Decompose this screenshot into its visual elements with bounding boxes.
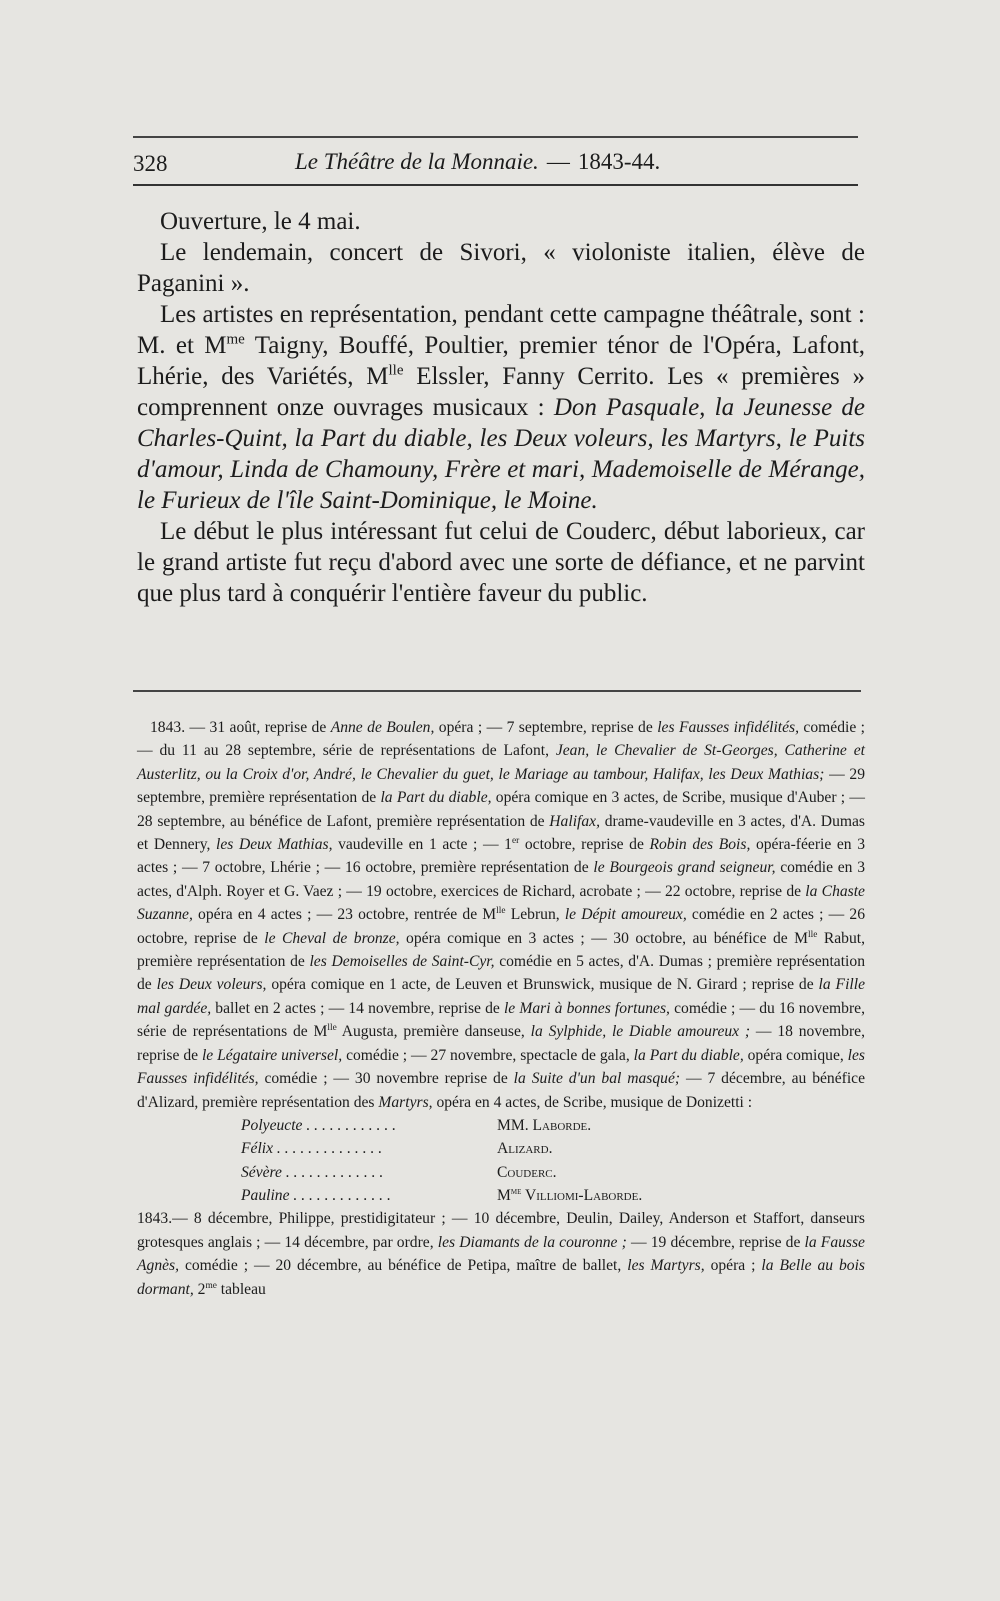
title-italic: la Part du diable, [380,789,492,807]
note-text: comédie en 2 actes ; — 26 octobre, reprise de [137,906,866,947]
header-rule [133,184,858,186]
paragraph-artists [137,299,865,516]
note-text: comédie ; — 30 novembre reprise de [258,1070,514,1088]
note-text: octobre, reprise de [519,836,650,854]
title-italic: Robin des Bois, [649,836,751,854]
title-italic: la Belle au bois dormant, [137,1257,865,1298]
note-text: comédie ; — 20 décembre, au bénéfice de Petipa, maître de ballet, [179,1257,628,1275]
title-italic: le Cheval de bronze, [264,929,400,947]
cast-row [137,1161,865,1184]
title-italic: la Fille mal gardée, [137,976,865,1017]
superscript: lle [496,906,506,917]
paragraph-concert: Le lendemain, concert de Sivori, « violoniste italien, élève de Paganini ». [137,239,865,297]
title-italic: le Bourgeois grand seigneur, [593,859,776,877]
title-italic: Anne de Boulen, [330,719,435,736]
note-text: opéra comique, [743,1046,848,1064]
cast-row [137,1137,865,1160]
artists-text-b: Taigny, Bouffé, Poultier, premier ténor de l'Opéra, Lafont, Lhérie, des Variétés, M [137,332,866,390]
header-years: 1843-44. [577,149,661,174]
note-text: ballet en 2 actes ; — 14 novembre, reprise de [211,999,504,1017]
cast-actor: MM. Laborde. [497,1116,592,1134]
superscript: me [205,1280,217,1291]
title-italic: la Fausse Agnès, [137,1233,865,1275]
superscript: er [511,835,520,846]
note-text: opéra ; [704,1257,762,1275]
title-italic: les Martyrs, [627,1257,705,1275]
note-1843-autumn [137,716,865,1114]
cast-actor: Couderc. [497,1163,557,1181]
artists-text-c: Elssler, Fanny Cerrito. Les « premières » comprennent onze ouvrages musicaux : [137,363,865,421]
main-text [137,206,865,609]
note-text: Rabut, première représentation de [137,929,866,971]
cast-role: Félix . . . . . . . . . . . . . . [241,1140,383,1158]
cast-actor [497,1184,642,1207]
running-header [133,145,858,179]
title-italic: la Sylphide, le Diable amoureux ; [530,1023,751,1041]
note-text: — 29 septembre, première représentation de [137,765,865,807]
artists-sup-me: me [226,331,245,348]
running-title [295,145,660,179]
note-text: opéra comique en 3 actes, de Scribe, musique d'Auber ; — 28 septembre, au bénéfice de Lafont, première représentation de [137,789,865,830]
note-text: — 19 décembre, reprise de [626,1233,805,1251]
header-separator: — [546,149,570,174]
artists-sup-lle: lle [388,362,404,379]
title-italic: les Deux voleurs, [156,976,267,994]
note-text: opéra en 4 actes, de Scribe, musique de Donizetti : [432,1093,753,1111]
cast-role: Pauline . . . . . . . . . . . . . [241,1187,391,1205]
cast-actor-sup: me [510,1186,522,1197]
title-italic: les Fausses infidélités, [137,1046,865,1088]
running-title-text: Le Théâtre de la Monnaie. [295,149,539,174]
top-rule [133,136,858,138]
title-italic: les Fausses infidélités, [657,719,800,736]
title-italic: la Suite d'un bal masqué; [513,1070,681,1088]
title-italic: la Part du diable, [633,1046,744,1064]
note-text: vaudeville en 1 acte ; — 1 [332,836,512,854]
note-text: comédie ; — du 11 au 28 septembre, série de représentations de Lafont, [137,719,866,760]
footnotes [137,716,865,1301]
cast-actor: Alizard. [497,1140,553,1158]
title-italic: le Mari à bonnes fortunes, [503,999,670,1017]
note-text: Lebrun, [505,906,565,924]
note-text: comédie en 5 actes, d'A. Dumas ; première représentation de [137,953,865,994]
note-text: opéra en 4 actes ; — 23 octobre, rentrée de M [192,906,497,924]
title-italic: les Diamants de la couronne ; [437,1233,627,1251]
note-text: opéra comique en 1 acte, de Leuven et Brunswick, musique de N. Girard ; reprise de [266,976,819,994]
superscript: lle [808,929,818,940]
note-text: 2 [193,1280,206,1298]
title-italic: Jean, le Chevalier de St-Georges, Catherine et Austerlitz, ou la Croix d'or, André, le Chevalier du guet, le Mariage au tambour, Halifax, les Deux Mathias; [137,742,865,783]
title-italic: Halifax, [549,812,600,830]
title-italic: Martyrs, [378,1093,433,1111]
title-italic: le Dépit amoureux, [564,906,687,924]
note-text: comédie ; — du 16 novembre, série de représentations de M [137,999,865,1041]
page-number: 328 [133,151,168,176]
cast-list [137,1114,865,1208]
superscript: lle [327,1023,337,1034]
note-text: opéra comique en 3 actes ; — 30 octobre, au bénéfice de M [399,929,809,947]
cast-role: Sévère . . . . . . . . . . . . . [241,1163,384,1181]
title-italic: les Deux Mathias, [216,836,333,854]
cast-row [137,1114,865,1137]
paragraph-couderc: Le début le plus intéressant fut celui de Couderc, début laborieux, car le grand artiste fut reçu d'abord avec une sorte de défiance, et ne parvint que plus tard à conquérir l'entière faveur du public. [137,518,865,607]
note-text: drame-vaudeville en 3 actes, d'A. Dumas et Dennery, [137,812,865,854]
cast-role: Polyeucte . . . . . . . . . . . . [241,1116,397,1134]
note-text: 1843. — 31 août, reprise de [150,719,331,736]
title-italic: la Chaste Suzanne, [137,882,865,924]
note-text: Augusta, première danseuse, [336,1023,531,1041]
note-text: opéra ; — 7 septembre, reprise de [434,719,658,736]
note-text: comédie en 3 actes, d'Alph. Royer et G. Vaez ; — 19 octobre, exercices de Richard, acrobate ; — 22 octobre, reprise de [137,859,866,900]
cast-actor-prefix: M [497,1187,511,1205]
note-1843-december [137,1207,865,1301]
note-text: comédie ; — 27 novembre, spectacle de gala, [342,1046,634,1064]
note-text: — 18 novembre, reprise de [137,1023,865,1064]
title-italic: le Légataire universel, [201,1046,343,1064]
cast-row [137,1184,865,1207]
artists-text-a: Les artistes en représentation, pendant cette campagne théâtrale, sont : M. et M [137,301,865,359]
cast-actor-name: Villiomi-Laborde. [521,1187,643,1205]
paragraph-opening: Ouverture, le 4 mai. [160,208,361,235]
title-italic: les Demoiselles de Saint-Cyr, [309,953,495,971]
note-text: tableau [216,1280,266,1298]
note-text: 1843.— 8 décembre, Philippe, prestidigitateur ; — 10 décembre, Deulin, Dailey, Anderson et Staffort, danseurs grotesques anglais ; — 14 décembre, par ordre, [137,1210,865,1251]
works-list: Don Pasquale, la Jeunesse de Charles-Quint, la Part du diable, les Deux voleurs, les Martyrs, le Puits d'amour, Linda de Chamouny, Frère et mari, Mademoiselle de Mérange, le Furieux de l'île Saint-Dominique, le Moine. [137,394,866,514]
note-text: opéra-féerie en 3 actes ; — 7 octobre, Lhérie ; — 16 octobre, première représentation de [137,836,865,877]
notes-rule [133,690,861,692]
note-text: — 7 décembre, au bénéfice d'Alizard, première représentation des [137,1070,866,1111]
